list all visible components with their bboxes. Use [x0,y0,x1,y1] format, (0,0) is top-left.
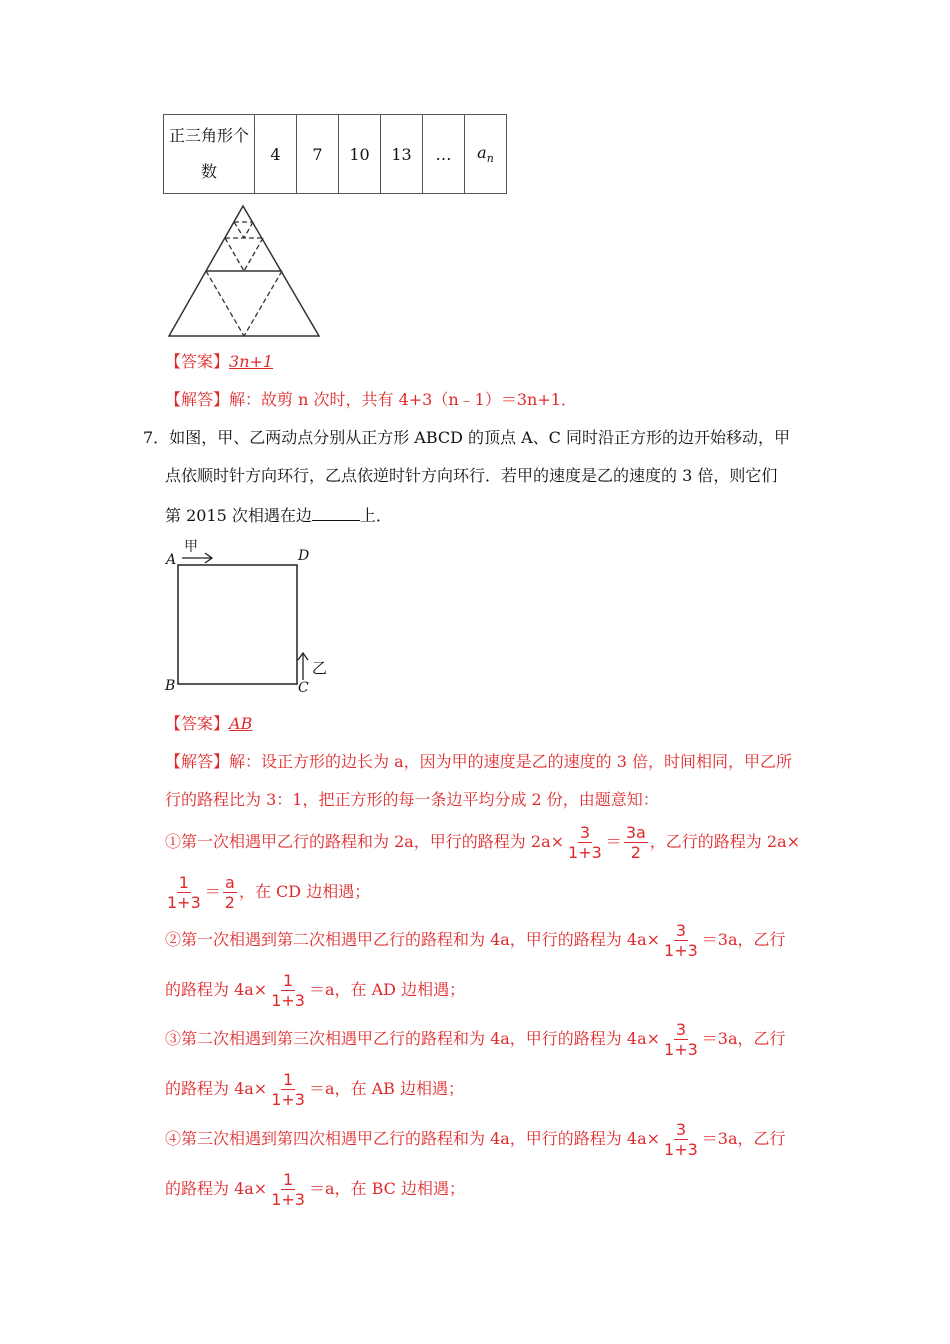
frac-den: 1+3 [271,1189,305,1209]
label-b: B [165,678,176,694]
an-sub: n [486,152,494,166]
step-text: ①第一次相遇甲乙行的路程和为 2a，甲行的路程为 2a× [165,832,565,851]
answer-label: 【答案】 [165,714,230,733]
step-text: ＝a，在 AB 边相遇； [308,1079,465,1098]
fraction [624,823,648,862]
question-text: 如图，甲、乙两动点分别从正方形 ABCD 的顶点 A、C 同时沿正方形的边开始移动，甲 [169,428,791,447]
step-text: ③第二次相遇到第三次相遇甲乙行的路程和为 4a，甲行的路程为 4a× [165,1029,661,1048]
table-cell-an [465,115,507,194]
fraction [662,1020,700,1059]
frac-num: a [224,872,235,892]
step-text: 的路程为 4a× [165,1179,268,1198]
step-text: ＝3a，乙行 [701,930,786,949]
triangle-figure [165,202,325,342]
q7-line2: 点依顺时针方向环行，乙点依逆时针方向环行．若甲的速度是乙的速度的 3 倍，则它们 [165,466,778,485]
q7-line3 [165,504,392,526]
frac-num: 3 [675,1019,686,1039]
answer-value: 3n+1 [229,352,274,371]
answer-label: 【答案】 [165,352,230,371]
step-text: ＝a，在 BC 边相遇； [308,1179,465,1198]
frac-den: 2 [630,842,641,862]
fraction [269,1170,307,1209]
solution-text: 解：故剪 n 次时，共有 4+3（n﹣1）＝3n+1． [229,390,577,409]
fraction [269,971,307,1010]
step-text: 的路程为 4a× [165,1079,268,1098]
frac-num: 3 [675,1119,686,1139]
step2-line2 [165,968,465,1012]
label-d: D [298,548,310,564]
question-number: 7． [143,428,170,447]
step1-line2 [165,870,370,914]
frac-den: 1+3 [271,990,305,1010]
step-text: ②第一次相遇到第二次相遇甲乙行的路程和为 4a，甲行的路程为 4a× [165,930,661,949]
step-text: ＝a，在 AD 边相遇； [308,980,466,999]
frac-den: 1+3 [664,1039,698,1059]
fraction [662,921,700,960]
q7-line1 [143,428,790,448]
question-text: 第 2015 次相遇在边 [165,506,312,525]
q7-solution-line2: 行的路程比为 3：1，把正方形的每一条边平均分成 2 份，由题意知： [165,790,659,809]
q7-solution-line1 [165,752,792,772]
step-text: ，在 CD 边相遇； [238,882,371,901]
frac-den: 1+3 [664,1139,698,1159]
table-header-cell [164,115,255,194]
frac-den: 1+3 [271,1089,305,1109]
step-text: 的路程为 4a× [165,980,268,999]
frac-den: 2 [224,892,235,912]
frac-num: 3a [625,822,646,842]
frac-num: 1 [178,872,189,892]
equals: ＝ [204,882,221,901]
table-cell: … [423,115,465,194]
fraction [165,873,203,912]
answer-blank [312,504,360,521]
frac-num: 1 [283,970,294,990]
step4-line2 [165,1167,465,1211]
frac-den: 1+3 [664,940,698,960]
frac-den: 1+3 [568,842,602,862]
step-text: ④第三次相遇到第四次相遇甲乙行的路程和为 4a，甲行的路程为 4a× [165,1129,661,1148]
equals: ＝ [605,832,622,851]
square-figure [160,535,340,700]
step4-line1 [165,1117,786,1161]
step-text: ＝3a，乙行 [701,1129,786,1148]
fraction [269,1070,307,1109]
sequence-table [163,114,507,194]
label-a: A [166,552,177,568]
step-text: ，乙行的路程为 2a× [649,832,801,851]
question-text: 上． [359,506,392,525]
fraction [223,873,237,912]
fraction [662,1120,700,1159]
frac-num: 3 [579,822,590,842]
fraction [566,823,604,862]
step3-line2 [165,1067,464,1111]
table-cell: 7 [297,115,339,194]
q6-solution [165,390,577,410]
step2-line1 [165,918,786,962]
an-base: a [477,142,487,162]
step1-line1 [165,820,800,864]
q7-answer [165,714,252,734]
table-header-line1: 正三角形个 [168,126,249,145]
q6-answer [165,352,273,372]
solution-label: 【解答】 [165,752,230,771]
frac-num: 1 [283,1169,294,1189]
step3-line1 [165,1017,786,1061]
frac-num: 3 [675,920,686,940]
answer-value: AB [229,714,253,733]
table-header-line2: 数 [200,162,217,181]
label-c: C [298,680,309,696]
label-yi: 乙 [312,659,328,677]
frac-num: 1 [283,1069,294,1089]
label-jia: 甲 [184,539,198,555]
frac-den: 1+3 [167,892,201,912]
solution-text: 解：设正方形的边长为 a，因为甲的速度是乙的速度的 3 倍，时间相同，甲乙所 [229,752,792,771]
table-cell: 4 [255,115,297,194]
solution-label: 【解答】 [165,390,230,409]
step-text: ＝3a，乙行 [701,1029,786,1048]
table-cell: 10 [339,115,381,194]
table-cell: 13 [381,115,423,194]
